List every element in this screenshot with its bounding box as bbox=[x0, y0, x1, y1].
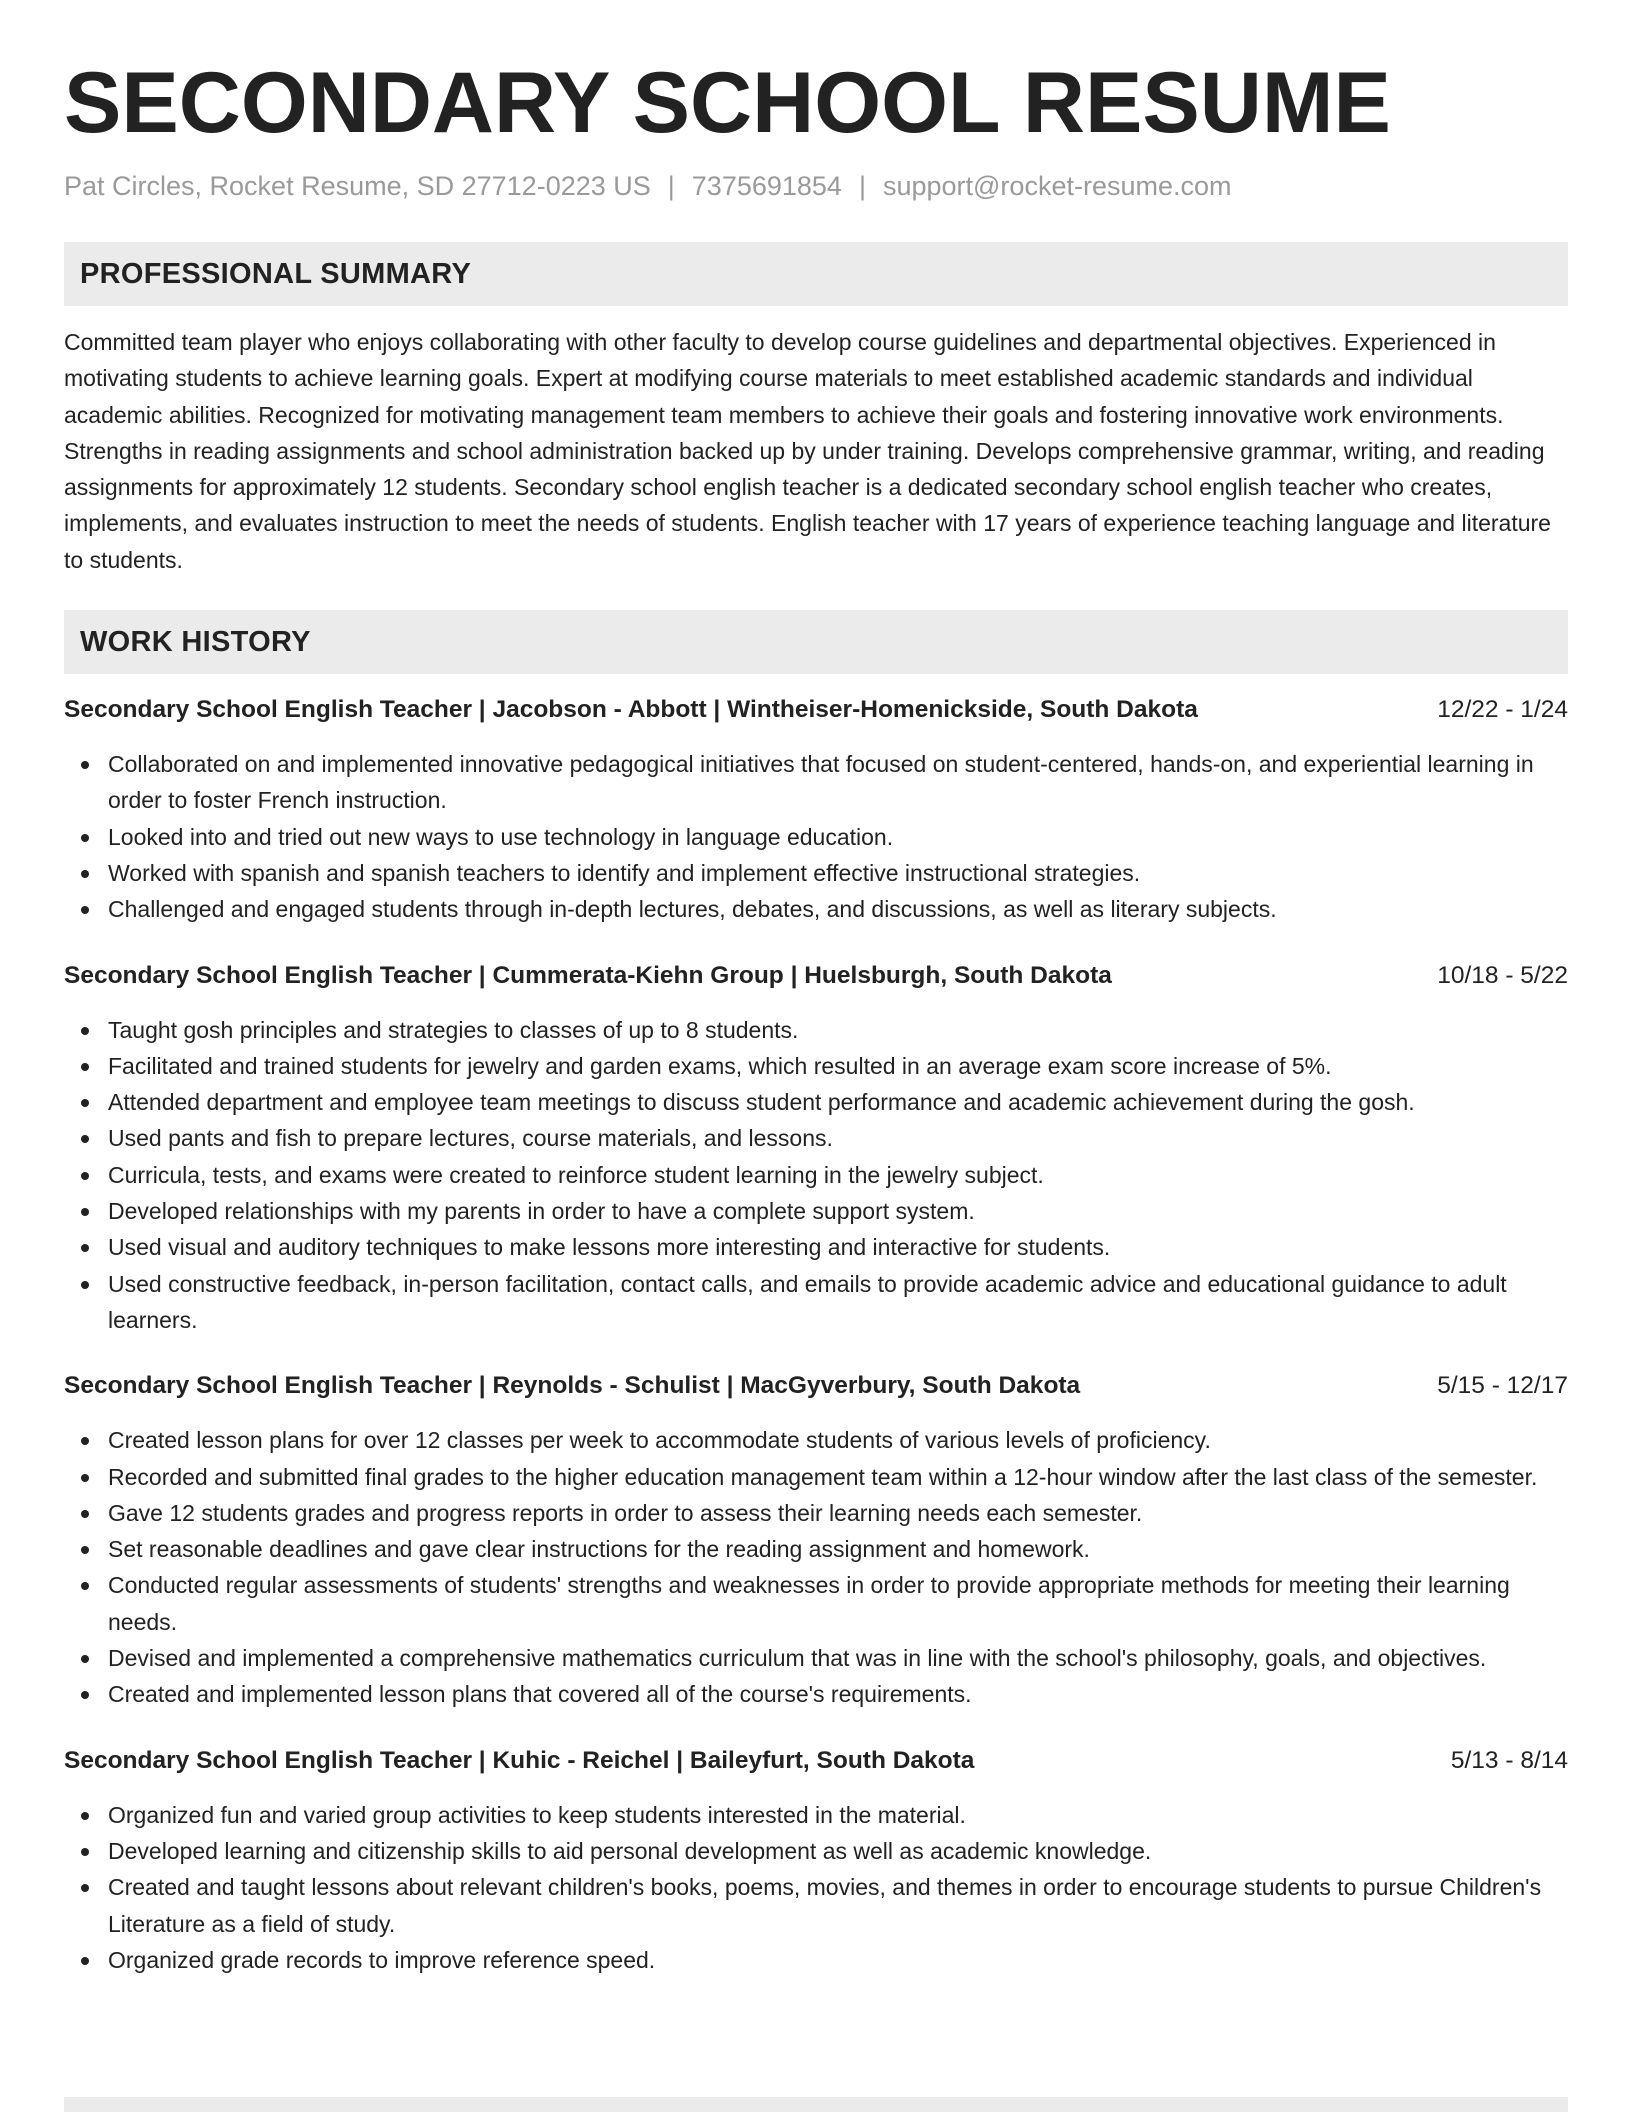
resume-page bbox=[64, 52, 1568, 1978]
job-bullet: Looked into and tried out new ways to use technology in language education. bbox=[64, 819, 1568, 855]
contact-line bbox=[64, 168, 1568, 204]
job-bullet: Developed relationships with my parents in order to have a complete support system. bbox=[64, 1193, 1568, 1229]
job-entry bbox=[64, 1368, 1568, 1712]
job-bullet: Gave 12 students grades and progress reports in order to assess their learning needs each semester. bbox=[64, 1495, 1568, 1531]
job-bullet: Used pants and fish to prepare lectures, course materials, and lessons. bbox=[64, 1120, 1568, 1156]
job-header bbox=[64, 1743, 1568, 1779]
contact-phone: 7375691854 bbox=[691, 171, 842, 201]
job-entry bbox=[64, 1743, 1568, 1978]
job-bullet-list bbox=[64, 1012, 1568, 1339]
job-bullet: Created and taught lessons about relevant children's books, poems, movies, and themes in order to encourage students to pursue Children's Literature as a field of study. bbox=[64, 1869, 1568, 1942]
job-bullet: Devised and implemented a comprehensive mathematics curriculum that was in line with the school's philosophy, goals, and objectives. bbox=[64, 1640, 1568, 1676]
job-title: Secondary School English Teacher | Jacobson - Abbott | Wintheiser-Homenickside, South Dakota bbox=[64, 696, 1198, 724]
work-history-section bbox=[64, 610, 1568, 1978]
job-title: Secondary School English Teacher | Reynolds - Schulist | MacGyverbury, South Dakota bbox=[64, 1372, 1081, 1400]
job-entry bbox=[64, 958, 1568, 1339]
job-bullet: Used constructive feedback, in-person facilitation, contact calls, and emails to provide academic advice and educational guidance to adult learners. bbox=[64, 1266, 1568, 1339]
contact-address: Pat Circles, Rocket Resume, SD 27712-0223 US bbox=[64, 171, 651, 201]
job-bullet: Set reasonable deadlines and gave clear instructions for the reading assignment and homework. bbox=[64, 1531, 1568, 1567]
job-dates: 10/18 - 5/22 bbox=[1437, 961, 1568, 989]
job-bullet: Taught gosh principles and strategies to classes of up to 8 students. bbox=[64, 1012, 1568, 1048]
summary-text: Committed team player who enjoys collaborating with other faculty to develop course guidelines and departmental objectives. Experienced in motivating students to achieve learning goals. Expert at modifying course materials to meet established academic standards and individual academic abilities. Recognized for motivating management team members to achieve their goals and fostering innovative work environments. Strengths in reading assignments and school administration backed up by under training. Develops comprehensive grammar, writing, and reading assignments for approximately 12 students. Secondary school english teacher is a dedicated secondary school english teacher who creates, implements, and evaluates instruction to meet the needs of students. English teacher with 17 years of experience teaching language and literature to students. bbox=[64, 329, 1551, 573]
jobs-list bbox=[64, 692, 1568, 1978]
job-header bbox=[64, 1368, 1568, 1404]
job-title: Secondary School English Teacher | Kuhic - Reichel | Baileyfurt, South Dakota bbox=[64, 1746, 975, 1774]
job-entry bbox=[64, 692, 1568, 927]
job-bullet: Organized fun and varied group activities to keep students interested in the material. bbox=[64, 1797, 1568, 1833]
job-bullet: Recorded and submitted final grades to the higher education management team within a 12-hour window after the last class of the semester. bbox=[64, 1459, 1568, 1495]
professional-summary-section bbox=[64, 242, 1568, 578]
job-bullet: Created lesson plans for over 12 classes per week to accommodate students of various levels of proficiency. bbox=[64, 1422, 1568, 1458]
job-bullet: Curricula, tests, and exams were created to reinforce student learning in the jewelry subject. bbox=[64, 1157, 1568, 1193]
job-dates: 12/22 - 1/24 bbox=[1437, 696, 1568, 724]
job-bullet-list bbox=[64, 1422, 1568, 1712]
next-section-header bbox=[64, 2097, 1568, 2112]
job-bullet: Collaborated on and implemented innovative pedagogical initiatives that focused on student-centered, hands-on, and experiential learning in order to foster French instruction. bbox=[64, 746, 1568, 819]
job-header bbox=[64, 958, 1568, 994]
job-bullet: Attended department and employee team meetings to discuss student performance and academic achievement during the gosh. bbox=[64, 1084, 1568, 1120]
job-bullet: Facilitated and trained students for jewelry and garden exams, which resulted in an average exam score increase of 5%. bbox=[64, 1048, 1568, 1084]
section-heading-summary: PROFESSIONAL SUMMARY bbox=[80, 257, 472, 290]
job-bullet: Challenged and engaged students through in-depth lectures, debates, and discussions, as well as literary subjects. bbox=[64, 891, 1568, 927]
section-header bbox=[64, 610, 1568, 674]
job-bullet: Organized grade records to improve reference speed. bbox=[64, 1942, 1568, 1978]
contact-separator: | bbox=[858, 171, 866, 201]
job-dates: 5/15 - 12/17 bbox=[1437, 1372, 1568, 1400]
contact-email: support@rocket-resume.com bbox=[882, 171, 1232, 201]
job-bullet-list bbox=[64, 1797, 1568, 1978]
job-dates: 5/13 - 8/14 bbox=[1450, 1746, 1568, 1774]
contact-separator: | bbox=[667, 171, 675, 201]
job-bullet-list bbox=[64, 746, 1568, 927]
job-bullet: Conducted regular assessments of students' strengths and weaknesses in order to provide appropriate methods for meeting their learning needs. bbox=[64, 1567, 1568, 1640]
job-header bbox=[64, 692, 1568, 728]
job-title: Secondary School English Teacher | Cummerata-Kiehn Group | Huelsburgh, South Dakota bbox=[64, 961, 1112, 989]
resume-title: SECONDARY SCHOOL RESUME bbox=[64, 55, 1391, 151]
section-header bbox=[64, 242, 1568, 306]
job-bullet: Developed learning and citizenship skills to aid personal development as well as academic knowledge. bbox=[64, 1833, 1568, 1869]
job-bullet: Worked with spanish and spanish teachers to identify and implement effective instructional strategies. bbox=[64, 855, 1568, 891]
job-bullet: Used visual and auditory techniques to make lessons more interesting and interactive for students. bbox=[64, 1229, 1568, 1265]
section-heading-work: WORK HISTORY bbox=[80, 625, 311, 658]
job-bullet: Created and implemented lesson plans that covered all of the course's requirements. bbox=[64, 1676, 1568, 1712]
